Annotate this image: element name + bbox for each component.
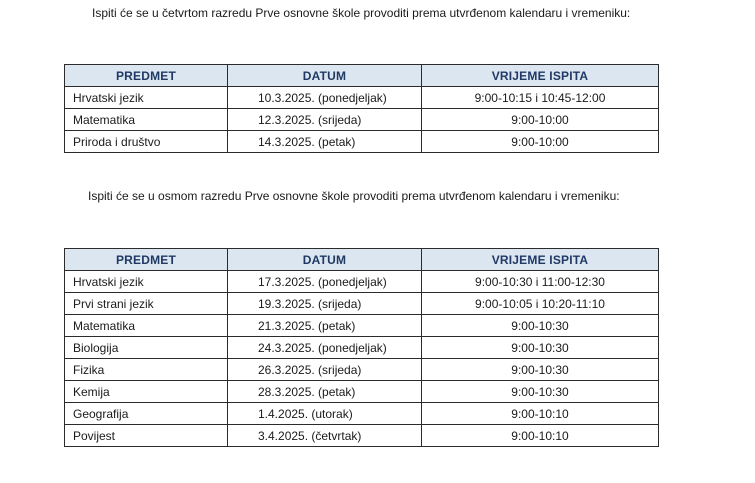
time-cell: 9:00-10:15 i 10:45-12:00: [422, 87, 659, 109]
column-header-date: DATUM: [228, 249, 422, 271]
subject-cell: Fizika: [65, 359, 228, 381]
subject-cell: Geografija: [65, 403, 228, 425]
time-cell: 9:00-10:30: [422, 315, 659, 337]
time-cell: 9:00-10:10: [422, 403, 659, 425]
subject-cell: Matematika: [65, 315, 228, 337]
table-row: [65, 271, 659, 293]
date-cell: 17.3.2025. (ponedjeljak): [228, 271, 422, 293]
date-cell: 26.3.2025. (srijeda): [228, 359, 422, 381]
table-row: [65, 337, 659, 359]
time-cell: 9:00-10:00: [422, 109, 659, 131]
table-row: [65, 109, 659, 131]
subject-cell: Hrvatski jezik: [65, 87, 228, 109]
table-header-row: [65, 249, 659, 271]
table-row: [65, 131, 659, 153]
date-cell: 3.4.2025. (četvrtak): [228, 425, 422, 447]
date-cell: 14.3.2025. (petak): [228, 131, 422, 153]
subject-cell: Matematika: [65, 109, 228, 131]
time-cell: 9:00-10:00: [422, 131, 659, 153]
time-cell: 9:00-10:30: [422, 337, 659, 359]
subject-cell: Povijest: [65, 425, 228, 447]
table-row: [65, 403, 659, 425]
intro-text-4th-grade: Ispiti će se u četvrtom razredu Prve osnovne škole provoditi prema utvrđenom kalendaru i vremeniku:: [92, 6, 631, 20]
date-cell: 12.3.2025. (srijeda): [228, 109, 422, 131]
time-cell: 9:00-10:10: [422, 425, 659, 447]
table-row: [65, 315, 659, 337]
subject-cell: Biologija: [65, 337, 228, 359]
date-cell: 21.3.2025. (petak): [228, 315, 422, 337]
subject-cell: Kemija: [65, 381, 228, 403]
subject-cell: Hrvatski jezik: [65, 271, 228, 293]
column-header-exam-time: VRIJEME ISPITA: [422, 65, 659, 87]
table-header-row: [65, 65, 659, 87]
exam-schedule-table-4th-grade: [64, 64, 659, 153]
time-cell: 9:00-10:30 i 11:00-12:30: [422, 271, 659, 293]
table-row: [65, 425, 659, 447]
column-header-exam-time: VRIJEME ISPITA: [422, 249, 659, 271]
date-cell: 24.3.2025. (ponedjeljak): [228, 337, 422, 359]
time-cell: 9:00-10:30: [422, 359, 659, 381]
table-row: [65, 359, 659, 381]
date-cell: 1.4.2025. (utorak): [228, 403, 422, 425]
column-header-subject: PREDMET: [65, 65, 228, 87]
table-row: [65, 293, 659, 315]
table-row: [65, 87, 659, 109]
subject-cell: Prvi strani jezik: [65, 293, 228, 315]
column-header-date: DATUM: [228, 65, 422, 87]
column-header-subject: PREDMET: [65, 249, 228, 271]
exam-schedule-table-8th-grade: [64, 248, 659, 447]
time-cell: 9:00-10:05 i 10:20-11:10: [422, 293, 659, 315]
intro-text-8th-grade: Ispiti će se u osmom razredu Prve osnovne škole provoditi prema utvrđenom kalendaru i vremeniku:: [88, 189, 620, 203]
subject-cell: Priroda i društvo: [65, 131, 228, 153]
date-cell: 28.3.2025. (petak): [228, 381, 422, 403]
table-row: [65, 381, 659, 403]
time-cell: 9:00-10:30: [422, 381, 659, 403]
date-cell: 10.3.2025. (ponedjeljak): [228, 87, 422, 109]
date-cell: 19.3.2025. (srijeda): [228, 293, 422, 315]
